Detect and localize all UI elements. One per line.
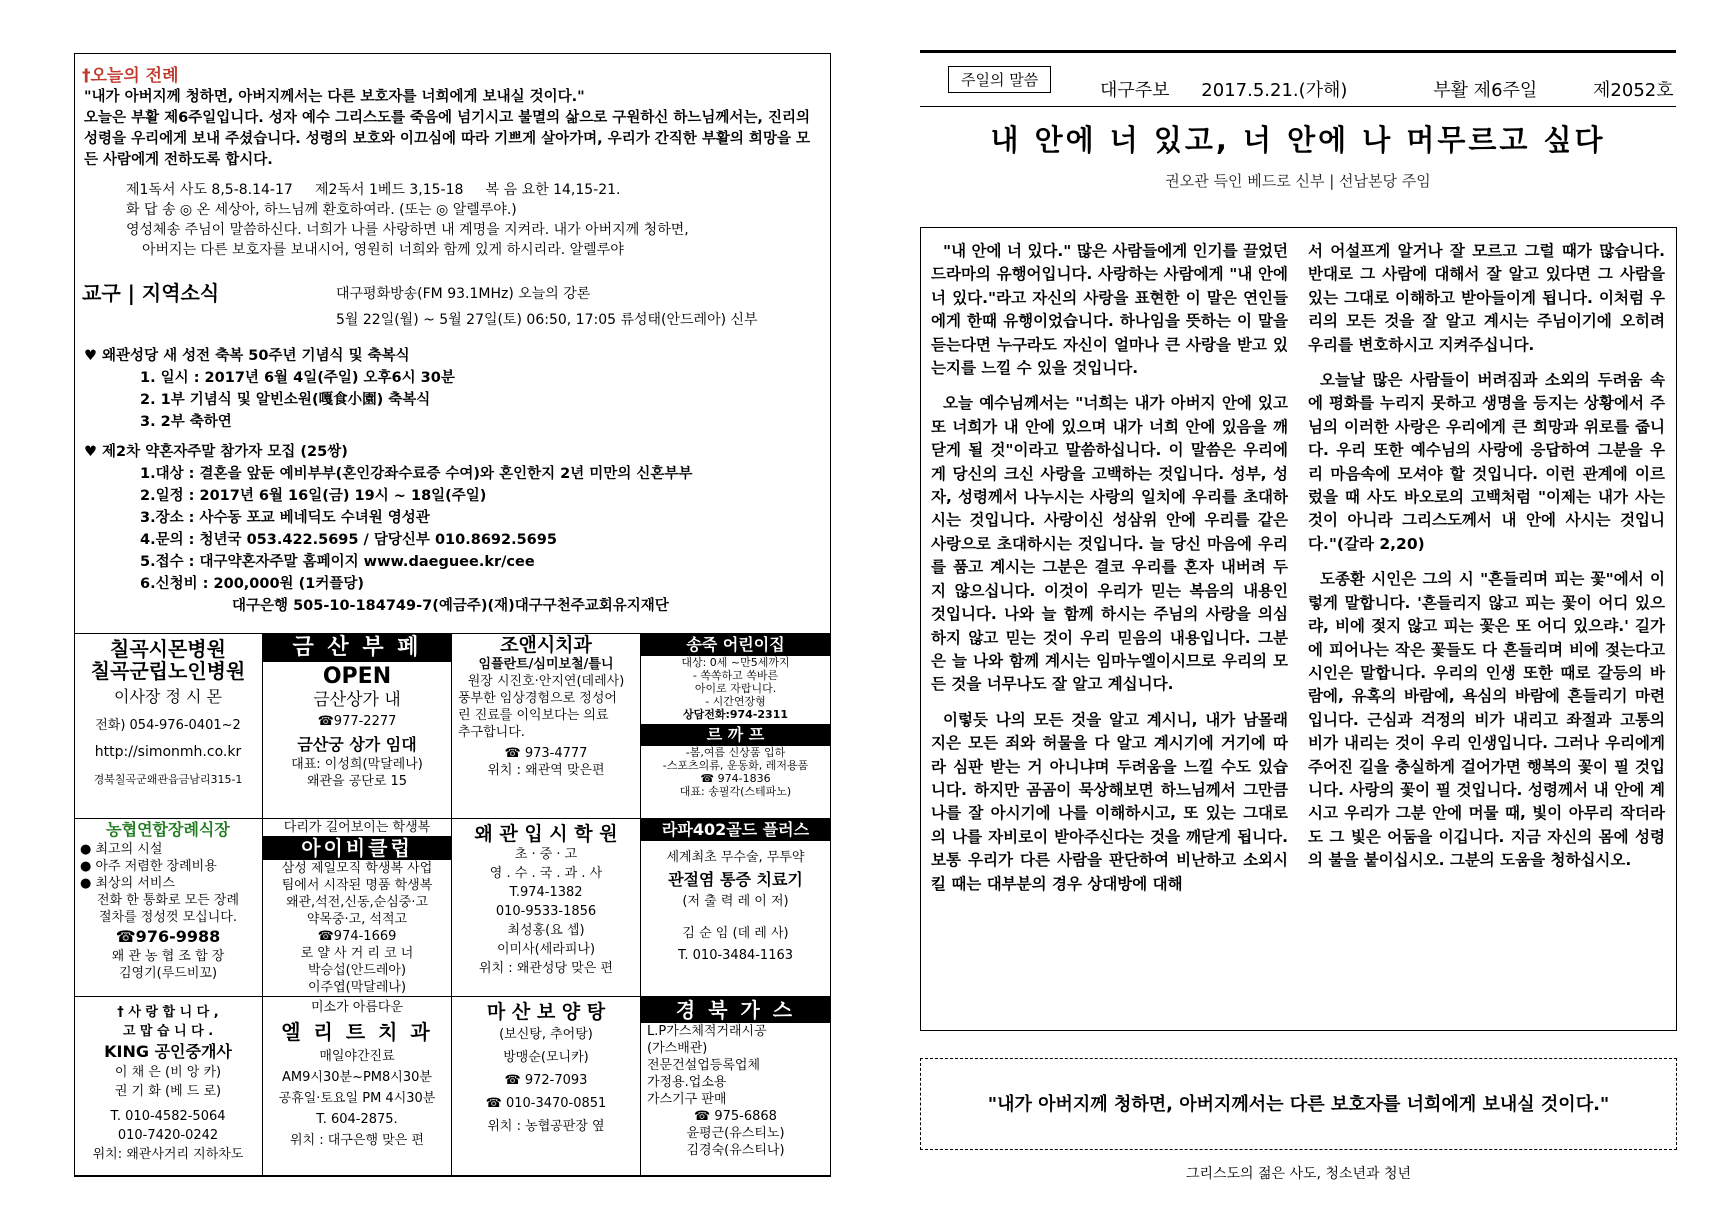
ad-address: 위치 : 대구은행 맞은 편 <box>290 1133 424 1148</box>
ad-title: 농협연합장례식장 <box>106 820 230 839</box>
ad-text: 미소가 아름다운 <box>310 1000 404 1015</box>
paper-name: 대구주보 <box>1100 80 1170 101</box>
ad-phone: 010-9533-1856 <box>495 904 597 919</box>
ad-text: 금산궁 상가 임대 <box>297 735 417 754</box>
ad-phone: 전화) 054-976-0401~2 <box>95 718 241 733</box>
ad-text: AM9시30분~PM8시30분 <box>282 1070 432 1085</box>
ad-text: 김 순 임 (데 레 사) <box>682 926 789 941</box>
sermon-body <box>920 227 1677 1031</box>
sermon-paragraph: 이렇듯 나의 모든 것을 알고 계시니, 내가 남몰래 지은 모든 죄와 허물을 다 알고 계시기에 거기에 따라 심판 받는 거 아니냐며 두려움을 느낄 수도 있습니다. 하지만 곰곰이 묵상해보면 하느님께서 그만큼 나를 잘 아시기에 나를 이해하시고, 또 있는 그대로의 나를 자비로이 받아주신다는 것을 깨닫게 됩니다. 보통 우리가 다른 사람을 판단하여 비난하고 소외시킬 때는 대부분의 경우 상대방에 대해 <box>931 710 1288 893</box>
ad-title: 엘 리 트 치 과 <box>281 1020 433 1044</box>
notice-item: 4.문의 : 청년국 053.422.5695 / 담당신부 010.8692.5695 <box>140 532 557 548</box>
ad-text: 다리가 길어보이는 학생복 <box>283 820 431 835</box>
ad-title: 조앤시치과 <box>500 634 592 656</box>
ad-text: 린 진료를 이익보다는 의료 <box>458 708 609 723</box>
ad-title: 송죽 어린이집 <box>641 634 830 656</box>
ad-geumsan-buffet <box>263 634 452 819</box>
ad-phone: ☎ 973-4777 <box>504 746 588 761</box>
ad-phone: T.974-1382 <box>509 885 583 900</box>
ad-text: 공휴일·토요일 PM 4시30분 <box>278 1091 436 1106</box>
ad-text: (보신탕, 추어탕) <box>499 1027 593 1042</box>
ad-phone: ☎ 975-6868 <box>694 1109 777 1124</box>
footer-motto: 그리스도의 젊은 사도, 청소년과 청년 <box>1185 1166 1412 1182</box>
ad-masan-soup <box>452 997 641 1177</box>
ad-text: 로 얄 사 거 리 코 너 <box>300 946 414 961</box>
bulletin-header <box>1100 76 1674 102</box>
ad-title: 르 까 프 <box>641 724 830 746</box>
ad-phone: T. 010-4582-5064 <box>110 1109 226 1124</box>
ad-text: 이미사(세라피나) <box>496 942 596 957</box>
psalm-line: 화 답 송 ◎ 온 세상아, 하느님께 환호하여라. (또는 ◎ 알렐루야.) <box>126 202 517 218</box>
ad-text: 추구합니다. <box>458 725 525 740</box>
ad-text: 박승섭(안드레아) <box>307 963 407 978</box>
communion-line-1: 영성체송 주님이 말씀하신다. 너희가 나를 사랑하면 내 계명을 지켜라. 내가 아버지께 청하면, <box>126 222 689 238</box>
liturgical-week: 부활 제6주일 <box>1433 80 1538 101</box>
ad-title: KING 공인중개사 <box>104 1042 232 1061</box>
issue-date: 2017.5.21.(가해) <box>1201 80 1348 101</box>
ad-address: 위치 : 왜관성당 맞은 편 <box>479 961 613 976</box>
ad-text: -스포츠의류, 운동화, 레저용품 <box>662 759 809 772</box>
ad-phone: ☎976-9988 <box>115 927 221 946</box>
ad-text: 원장 시진호·안지연(데레사) <box>467 674 625 689</box>
ad-text: 권 기 화 (베 드 로) <box>114 1084 222 1099</box>
readings-line: 제1독서 사도 8,5-8.14-17 제2독서 1베드 3,15-18 복 음 요한 14,15-21. <box>126 182 621 198</box>
notice-title: ♥ 왜관성당 새 성전 축복 50주년 기념식 및 축복식 <box>84 348 410 364</box>
ad-phone: T. 604-2875. <box>316 1112 398 1127</box>
radio-notice <box>336 281 758 333</box>
ad-waegwan-academy <box>452 819 641 997</box>
notice-item: 1. 일시 : 2017년 6월 4일(주일) 오후6시 30분 <box>140 370 455 386</box>
sermon-author: 권오관 득인 베드로 신부 | 선남본당 주임 <box>1165 172 1431 190</box>
notice-item: 2.일정 : 2017년 6월 16일(금) 19시 ~ 18일(주일) <box>140 488 487 504</box>
communion-line-2: 아버지는 다른 보호자를 보내시어, 영원히 너희와 함께 있게 하시리라. 알렐루야 <box>142 242 624 258</box>
ad-phone: ☎ 010-3470-0851 <box>485 1096 607 1111</box>
section-badge: 주일의 말씀 <box>948 66 1051 93</box>
ad-phone: ☎974-1669 <box>317 929 397 944</box>
radio-line-2: 5월 22일(월) ~ 5월 27일(토) 06:50, 17:05 류성태(안드레아) 신부 <box>336 312 758 328</box>
sermon-paragraph: "내 안에 너 있다." 많은 사람들에게 인기를 끌었던 드라마의 유행어입니다. 사랑하는 사람에게 "내 안에 너 있다."라고 자신의 사랑을 표현한 이 말은 연인들에게 한때 유행이었습니다. 하나임을 뜻하는 이 말을 듣는다면 누구라도 자신이 얼마나 큰 사랑을 받고 있는지를 느낄 수 있을 것입니다. <box>931 242 1288 378</box>
ad-joan-dental <box>452 634 641 819</box>
ad-subtitle: 칠곡군립노인병원 <box>90 659 246 683</box>
notice-item: 1.대상 : 결혼을 앞둔 예비부부(혼인강좌수료증 수여)와 혼인한지 2년 미만의 신혼부부 <box>140 466 693 482</box>
ad-text: 매일야간진료 <box>319 1049 395 1064</box>
liturgy-quote <box>84 87 819 171</box>
notice-anniversary <box>84 345 455 433</box>
ad-title: 경 북 가 스 <box>641 997 830 1023</box>
ad-phone: ☎ 974-1836 <box>700 772 771 785</box>
ad-text: 초 · 중 · 고 <box>514 847 578 862</box>
ad-text: 풍부한 임상경험으로 정성어 <box>458 691 617 706</box>
ad-address: 경북칠곡군왜관읍금남리315-1 <box>93 773 243 786</box>
ad-text: (가스배관) <box>647 1041 708 1056</box>
ad-rapha-laser <box>641 819 831 997</box>
ad-phone: 상담전화:974-2311 <box>682 708 789 721</box>
sermon-paragraph: 오늘 예수님께서는 "너희는 내가 아버지 안에 있고 또 너희가 내 안에 있으며 내가 너희 안에 있음을 깨닫게 될 것"이라고 말씀하십니다. 이 말씀은 우리에게 당신의 크신 사랑을 고백하는 것입니다. 성부, 성자, 성령께서 나누시는 사랑의 일치에 우리를 초대하시는 것입니다. 사랑이신 성삼위 안에 우리를 같은 사랑으로 초대하시는 것입니다. 늘 당신 마음에 우리를 품고 계시는 그분은 결코 우리를 혼자 내버려 두지 않으십니다. 이것이 우리가 믿는 복음의 내용인 것입니다. 나와 늘 함께 하시는 주님의 사랑을 의심하지 않고 믿는 것이 우리 믿음의 내용입니다. 그분은 늘 나와 함께 계시는 임마누엘이시므로 우리의 모든 것을 너무나도 잘 알고 계십니다. <box>931 394 1288 694</box>
ad-text: L.P가스체적거래시공 <box>647 1024 767 1039</box>
ad-text: - 쏙쏙하고 쏙바른 <box>692 669 779 682</box>
ad-text: 이주엽(막달레나) <box>307 980 407 995</box>
ad-text: 아이로 자랍니다. <box>694 682 777 695</box>
liturgy-intro: 오늘은 부활 제6주일입니다. 성자 예수 그리스도를 죽음에 넘기시고 불멸의 삶으로 구원하신 하느님께서는, 진리의 성령을 우리에게 보내 주셨습니다. 성령의 보호와 이끄심에 따라 기쁘게 살아가며, 우리가 간직한 부활의 희망을 모든 사람에게 전하도록 합시다. <box>84 110 811 168</box>
ads-grid <box>74 633 831 1176</box>
ad-text: ● 최상의 서비스 <box>80 876 175 891</box>
ad-address: 위치 : 왜관역 맞은편 <box>487 763 605 778</box>
liturgy-title: †오늘의 전례 <box>82 66 179 86</box>
sermon-paragraph: 오늘날 많은 사람들이 버려짐과 소외의 두려움 속에 평화를 누리지 못하고 생명을 등지는 상황에서 주님의 이러한 사랑은 우리에게 큰 희망과 위로를 줍니다. 우리 또한 예수님의 사랑에 응답하여 그분을 우리 마음속에 모셔야 할 것입니다. 이런 관계에 이르렀을 때 사도 바오로의 고백처럼 "이제는 내가 사는 것이 아니라 그리스도께서 내 안에 사시는 것입니다."(갈라 2,20) <box>1308 371 1665 553</box>
readings-block <box>126 180 816 260</box>
notice-item: 5.접수 : 대구약혼자주말 홈페이지 www.daeguee.kr/cee <box>140 554 535 570</box>
ad-text: 최성홍(요 셉) <box>507 923 585 938</box>
ad-title: 아이비클럽 <box>263 836 451 860</box>
ad-text: 가정용.업소용 <box>647 1075 727 1090</box>
ad-text: ● 아주 저렴한 장례비용 <box>80 859 217 874</box>
ad-king-realty <box>74 997 263 1177</box>
sermon-title: 내 안에 너 있고, 너 안에 나 머무르고 싶다 <box>990 123 1606 157</box>
ad-text: 절차를 정성껏 모십니다. <box>99 910 237 925</box>
ad-phone: ☎977-2277 <box>317 714 397 729</box>
header-rule <box>920 106 1676 107</box>
ad-text: 방맹순(모니카) <box>503 1050 589 1065</box>
ad-text: - 시간연장형 <box>705 695 766 708</box>
ad-gyeongbuk-gas <box>641 997 831 1177</box>
notice-item: 2. 1부 기념식 및 알빈소원(嘎食小園) 축복식 <box>140 392 431 408</box>
ad-text: 이 채 은 (비 앙 카) <box>114 1065 222 1080</box>
ad-text: 영 . 수 . 국 . 과 . 사 <box>489 866 603 881</box>
ad-text: 관절염 통증 치료기 <box>668 870 803 889</box>
ad-phone: T. 010-3484-1163 <box>677 948 794 963</box>
ad-text: † 사 랑 합 니 다 , <box>117 1005 219 1020</box>
ad-text: 대상: 0세 ~만5세까지 <box>681 656 790 669</box>
ad-ivy-club <box>263 819 452 997</box>
ad-text: 전문건설업등록업체 <box>647 1058 761 1073</box>
ad-phone: 010-7420-0242 <box>117 1128 219 1143</box>
top-rule <box>920 50 1676 53</box>
ad-text: 고 맙 습 니 다 . <box>122 1024 214 1039</box>
ad-text: 대표: 송필각(스테파노) <box>679 785 792 798</box>
notice-item: 3.장소 : 사수동 포교 베네딕도 수녀원 영성관 <box>140 510 430 526</box>
ad-address: 왜관을 공단로 15 <box>306 774 408 789</box>
ad-text: 대표: 이성희(막달레나) <box>291 757 423 772</box>
ad-text: 이사장 정 시 몬 <box>114 687 222 706</box>
footer-quote: "내가 아버지께 청하면, 아버지께서는 다른 보호자를 너희에게 보내실 것이다." <box>987 1094 1610 1115</box>
ad-text: 임플란트/심미보철/틀니 <box>478 657 614 672</box>
ad-text: 세계최초 무수술, 무투약 <box>666 850 805 865</box>
ad-text: -봄,여름 신상품 입하 <box>685 746 786 759</box>
ad-title: 칠곡시몬병원 <box>110 637 226 661</box>
issue-number: 제2052호 <box>1593 80 1674 101</box>
ad-text: 왜 관 농 협 조 합 장 <box>111 949 225 964</box>
ad-text: 김경숙(유스티나) <box>686 1143 785 1158</box>
ad-text: 전화 한 통화로 모든 장례 <box>96 893 240 908</box>
ad-text: ● 최고의 시설 <box>80 842 163 857</box>
notice-item: 6.신청비 : 200,000원 (1커플당) <box>140 576 364 592</box>
notice-title: ♥ 제2차 약혼자주말 참가자 모집 (25쌍) <box>84 444 348 460</box>
ad-elite-dental <box>263 997 452 1177</box>
ad-address: 위치: 왜관사거리 지하차도 <box>92 1147 244 1162</box>
ad-title: 왜 관 입 시 학 원 <box>474 823 618 845</box>
ad-text: 약목중·고, 석적고 <box>306 912 408 927</box>
sermon-paragraph: 도종환 시인은 그의 시 "흔들리며 피는 꽃"에서 이렇게 말합니다. '흔들리지 않고 피는 꽃이 어디 있으랴, 비에 젖지 않고 피는 꽃은 또 어디 있으랴.' 길가에 피어나는 작은 꽃들도 다 흔들리며 비에 젖는다고 시인은 말합니다. 우리의 인생 또한 때로 갈등의 바람에, 유혹의 바람에, 욕심의 바람에 흔들리기 마련입니다. 근심과 걱정의 비가 내리고 좌절과 고통의 비가 내리는 것이 우리 인생입니다. 그러나 우리에게 주어진 길을 충실하게 걸어가면 행복의 꽃이 필 것입니다. 사랑의 꽃이 필 것입니다. 성령께서 내 안에 계시고 우리가 그분 안에 머물 때, 빛이 아무리 작더라도 그 빛은 어둠을 이깁니다. 지금 자신의 몸에 성령의 불을 붙이십시오. 그분의 도움을 청하십시오. <box>1308 570 1665 870</box>
liturgy-quote-text: "내가 아버지께 청하면, 아버지께서는 다른 보호자를 너희에게 보내실 것이다." <box>84 89 585 105</box>
notice-engagement <box>84 441 692 617</box>
news-heading: 교구 | 지역소식 <box>82 281 220 305</box>
sermon-paragraph: 서 어설프게 알거나 잘 모르고 그럴 때가 많습니다. 반대로 그 사람에 대해서 잘 알고 있다면 그 사람을 있는 그대로 이해하고 받아들이게 됩니다. 이처럼 우리의 모든 것을 잘 알고 계시는 주님이기에 오히려 우리를 변호하시고 지켜주십니다. <box>1308 242 1665 354</box>
ad-url: http://simonmh.co.kr <box>94 744 242 760</box>
footer-quote-box <box>920 1058 1677 1150</box>
ad-text: 윤평근(유스티노) <box>686 1126 785 1141</box>
ad-text: 금산상가 내 <box>313 690 401 710</box>
ad-phone: ☎ 972-7093 <box>504 1073 588 1088</box>
ad-title: 마 산 보 양 탕 <box>486 1001 606 1023</box>
ad-text: 삼성 제일모직 학생복 사업 <box>281 861 433 876</box>
ad-text: 가스기구 판매 <box>647 1092 727 1107</box>
ad-address: 위치 : 농협공판장 옆 <box>487 1119 605 1134</box>
notice-item: 3. 2부 축하연 <box>140 414 232 430</box>
ad-simon-hospital <box>74 634 263 819</box>
liturgy-section <box>74 53 831 633</box>
ad-text: 김영기(루드비꼬) <box>118 966 218 981</box>
radio-line-1: 대구평화방송(FM 93.1MHz) 오늘의 강론 <box>336 286 591 302</box>
ad-text: 왜관,석전,신동,순심중·고 <box>285 895 429 910</box>
sermon-column-right <box>1308 240 1665 885</box>
notice-bank: 대구은행 505-10-184749-7(예금주)(재)대구구천주교회유지재단 <box>232 598 669 614</box>
ad-text: 팀에서 시작된 명품 학생복 <box>281 878 433 893</box>
ad-songjuk-rekaf <box>641 634 831 819</box>
ad-funeral-hall <box>74 819 263 997</box>
ad-title: 금 산 부 페 <box>263 634 451 662</box>
ad-text: (저 출 력 레 이 저) <box>682 894 789 909</box>
ad-title: 라파402골드 플러스 <box>641 819 830 841</box>
ad-open: OPEN <box>322 664 392 689</box>
sermon-column-left <box>931 240 1288 908</box>
